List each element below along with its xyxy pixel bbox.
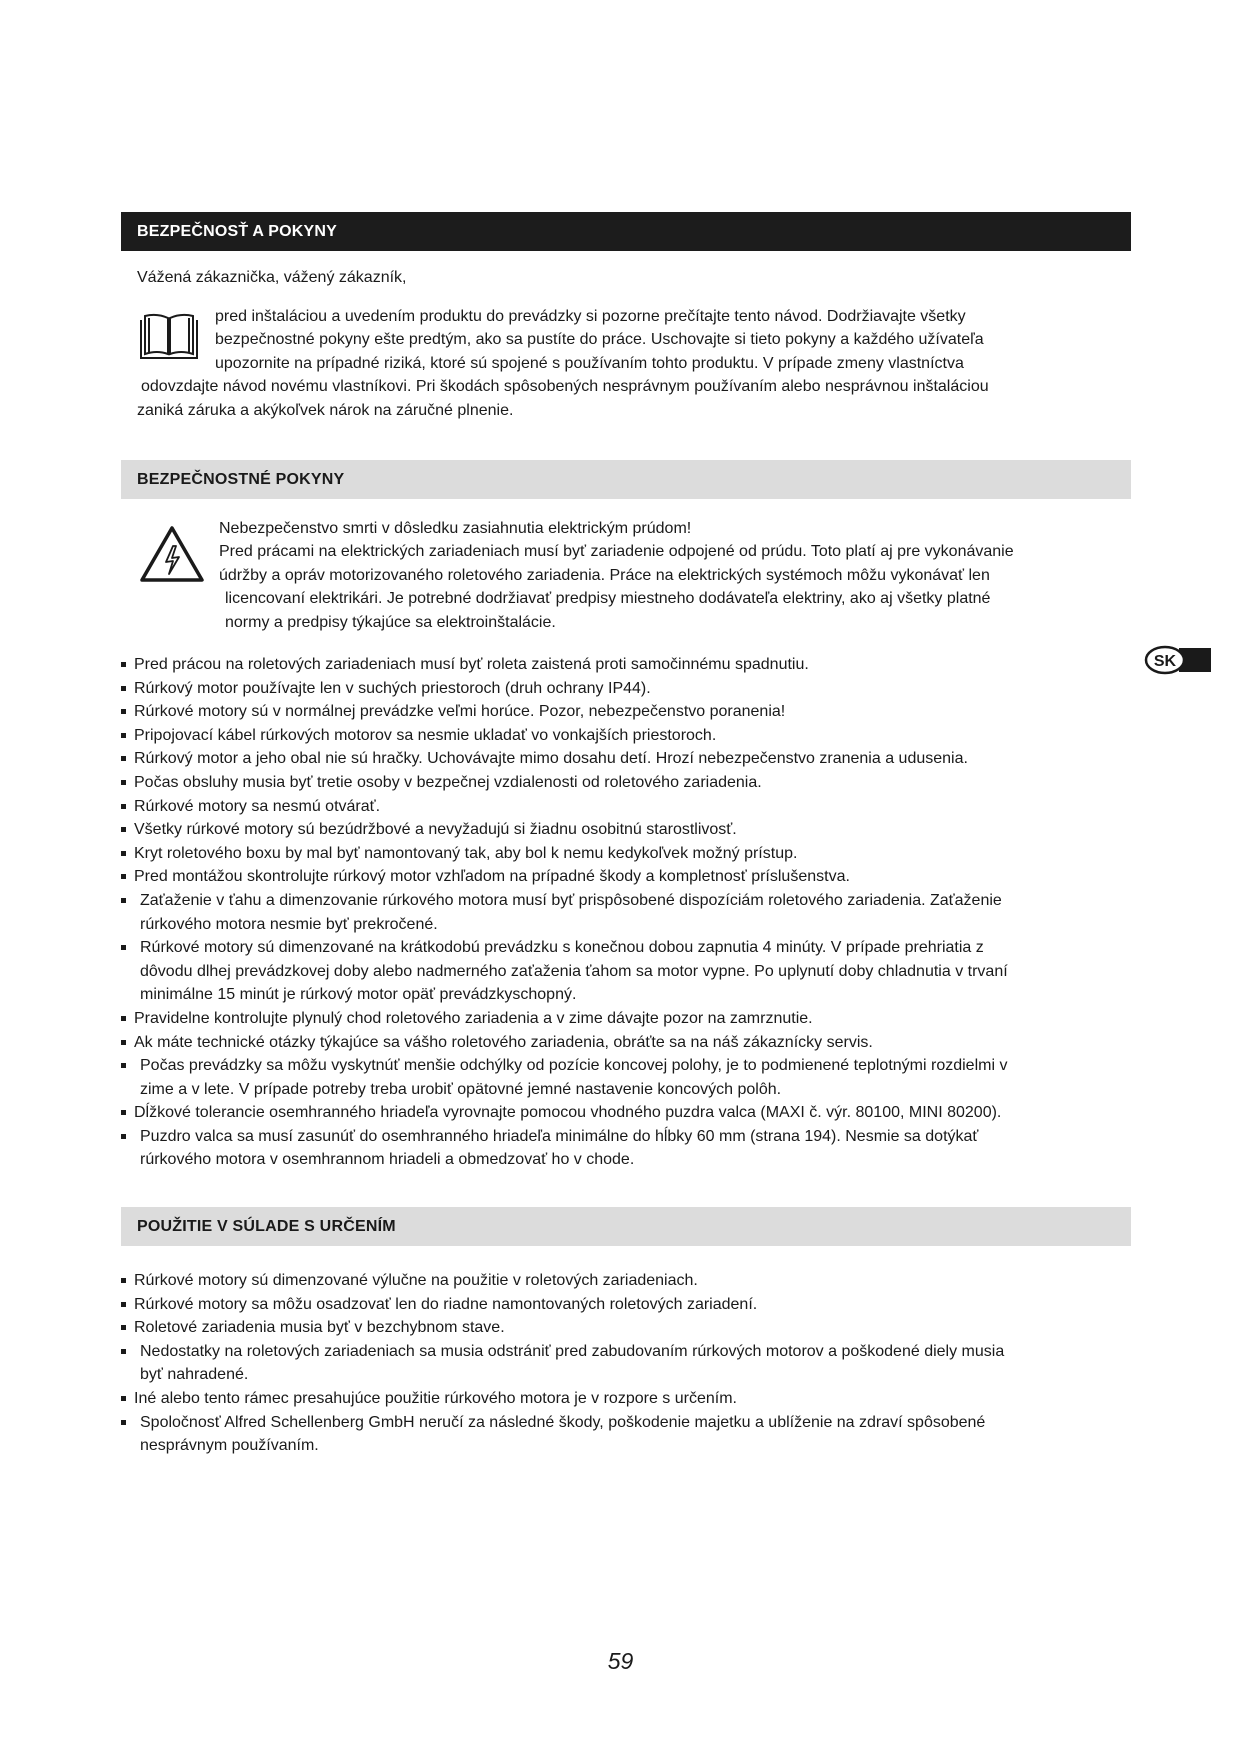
list-item: Ak máte technické otázky týkajúce sa vášho roletového zariadenia, obráťte sa na náš zákaznícky servis. xyxy=(121,1031,1008,1055)
list-item: Nedostatky na roletových zariadeniach sa musia odstrániť pred zabudovaním rúrkových motorov a poškodené diely musia byť nahradené. xyxy=(121,1340,1004,1387)
page-number: 59 xyxy=(607,1648,634,1674)
list-item: Počas obsluhy musia byť tretie osoby v bezpečnej vzdialenosti od roletového zariadenia. xyxy=(121,771,1008,795)
list-item: Kryt roletového boxu by mal byť namontovaný tak, aby bol k nemu kedykoľvek možný prístup. xyxy=(121,842,1008,866)
intro-line: odovzdajte návod novému vlastníkovi. Pri škodách spôsobených nesprávnym používaním alebo nesprávnou inštaláciou xyxy=(141,378,989,396)
list-item: Rúrkový motor používajte len v suchých priestoroch (druh ochrany IP44). xyxy=(121,677,1008,701)
warning-line: Nebezpečenstvo smrti v dôsledku zasiahnutia elektrickým prúdom! xyxy=(219,520,692,537)
list-item: Roletové zariadenia musia byť v bezchybnom stave. xyxy=(121,1316,1004,1340)
intended-use-list xyxy=(121,1269,1004,1458)
list-item: Rúrkové motory sú dimenzované na krátkodobú prevádzku s konečnou dobou zapnutia 4 minúty. V prípade prehriatia z dôvodu dlhej prevádzkovej doby alebo nadmerného zaťaženia ťahom sa motor vypne. Po uplynutí doby chladnutia v trvaní minimálne 15 minút je rúrkový motor opäť prevádzkyschopný. xyxy=(121,936,1008,1007)
section-header-intended-use xyxy=(121,1207,1131,1246)
section-title: BEZPEČNOSTNÉ POKYNY xyxy=(137,470,345,488)
language-tab-sk xyxy=(1143,644,1211,676)
section-title: POUŽITIE V SÚLADE S URČENÍM xyxy=(137,1217,396,1235)
intro-line: pred inštaláciou a uvedením produktu do prevádzky si pozorne prečítajte tento návod. Dodržiavajte všetky xyxy=(215,308,966,325)
list-item: Počas prevádzky sa môžu vyskytnúť menšie odchýlky od pozície koncovej polohy, je to podmienené teplotnými rozdielmi v zime a v lete. V prípade potreby treba urobiť opätovné jemné nastavenie koncových polôh. xyxy=(121,1054,1008,1101)
list-item: Rúrkové motory sú v normálnej prevádzke veľmi horúce. Pozor, nebezpečenstvo poranenia! xyxy=(121,700,1008,724)
list-item: Pravidelne kontrolujte plynulý chod roletového zariadenia a v zime dávajte pozor na zamrznutie. xyxy=(121,1007,1008,1031)
list-item: Spoločnosť Alfred Schellenberg GmbH neručí za následné škody, poškodenie majetku a ublíženie na zdraví spôsobené nesprávnym používaním. xyxy=(121,1411,1004,1458)
section-header-safety xyxy=(121,212,1131,251)
safety-instructions-list xyxy=(121,653,1008,1172)
list-item: Pripojovací kábel rúrkových motorov sa nesmie ukladať vo vonkajších priestoroch. xyxy=(121,724,1008,748)
language-code: SK xyxy=(1153,653,1177,670)
intro-line: zaniká záruka a akýkoľvek nárok na záručné plnenie. xyxy=(137,401,514,419)
list-item: Všetky rúrkové motory sú bezúdržbové a nevyžadujú si žiadnu osobitnú starostlivosť. xyxy=(121,818,1008,842)
list-item: Zaťaženie v ťahu a dimenzovanie rúrkového motora musí byť prispôsobené dispozíciám roletového zariadenia. Zaťaženie rúrkového motora nesmie byť prekročené. xyxy=(121,889,1008,936)
warning-line: normy a predpisy týkajúce sa elektroinštalácie. xyxy=(225,613,556,631)
warning-line: licencovaní elektrikári. Je potrebné dodržiavať predpisy miestneho dodávateľa elektriny, ako aj všetky platné xyxy=(225,590,991,608)
salutation: Vážená zákaznička, vážený zákazník, xyxy=(137,269,407,286)
electric-hazard-icon xyxy=(138,524,206,586)
list-item: Rúrkový motor a jeho obal nie sú hračky. Uchovávajte mimo dosahu detí. Hrozí nebezpečenstvo zranenia a udusenia. xyxy=(121,747,1008,771)
section-title: BEZPEČNOSŤ A POKYNY xyxy=(137,222,337,240)
intro-line: upozornite na prípadné riziká, ktoré sú spojené s používaním tohto produktu. V prípade zmeny vlastníctva xyxy=(215,354,964,372)
list-item: Pred prácou na roletových zariadeniach musí byť roleta zaistená proti samočinnému spadnutiu. xyxy=(121,653,1008,677)
list-item: Pred montážou skontrolujte rúrkový motor vzhľadom na prípadné škody a kompletnosť príslušenstva. xyxy=(121,865,1008,889)
intro-text xyxy=(137,305,989,422)
intro-line: bezpečnostné pokyny ešte predtým, ako sa pustíte do práce. Uschovajte si tieto pokyny a každého užívateľa xyxy=(215,331,984,349)
list-item: Puzdro valca sa musí zasunúť do osemhranného hriadeľa minimálne do hĺbky 60 mm (strana 194). Nesmie sa dotýkať rúrkového motora v osemhrannom hriadeli a obmedzovať ho v chode. xyxy=(121,1125,1008,1172)
electric-warning-text xyxy=(219,517,1014,634)
list-item: Rúrkové motory sú dimenzované výlučne na použitie v roletových zariadeniach. xyxy=(121,1269,1004,1293)
section-header-safety-instructions xyxy=(121,460,1131,499)
list-item: Rúrkové motory sa môžu osadzovať len do riadne namontovaných roletových zariadení. xyxy=(121,1293,1004,1317)
list-item: Dĺžkové tolerancie osemhranného hriadeľa vyrovnajte pomocou vhodného puzdra valca (MAXI č. výr. 80100, MINI 80200). xyxy=(121,1101,1008,1125)
warning-line: Pred prácami na elektrických zariadeniach musí byť zariadenie odpojené od prúdu. Toto platí aj pre vykonávanie xyxy=(219,543,1014,561)
list-item: Iné alebo tento rámec presahujúce použitie rúrkového motora je v rozpore s určením. xyxy=(121,1387,1004,1411)
list-item: Rúrkové motory sa nesmú otvárať. xyxy=(121,795,1008,819)
warning-line: údržby a opráv motorizovaného roletového zariadenia. Práce na elektrických systémoch môžu vykonávať len xyxy=(219,566,990,584)
